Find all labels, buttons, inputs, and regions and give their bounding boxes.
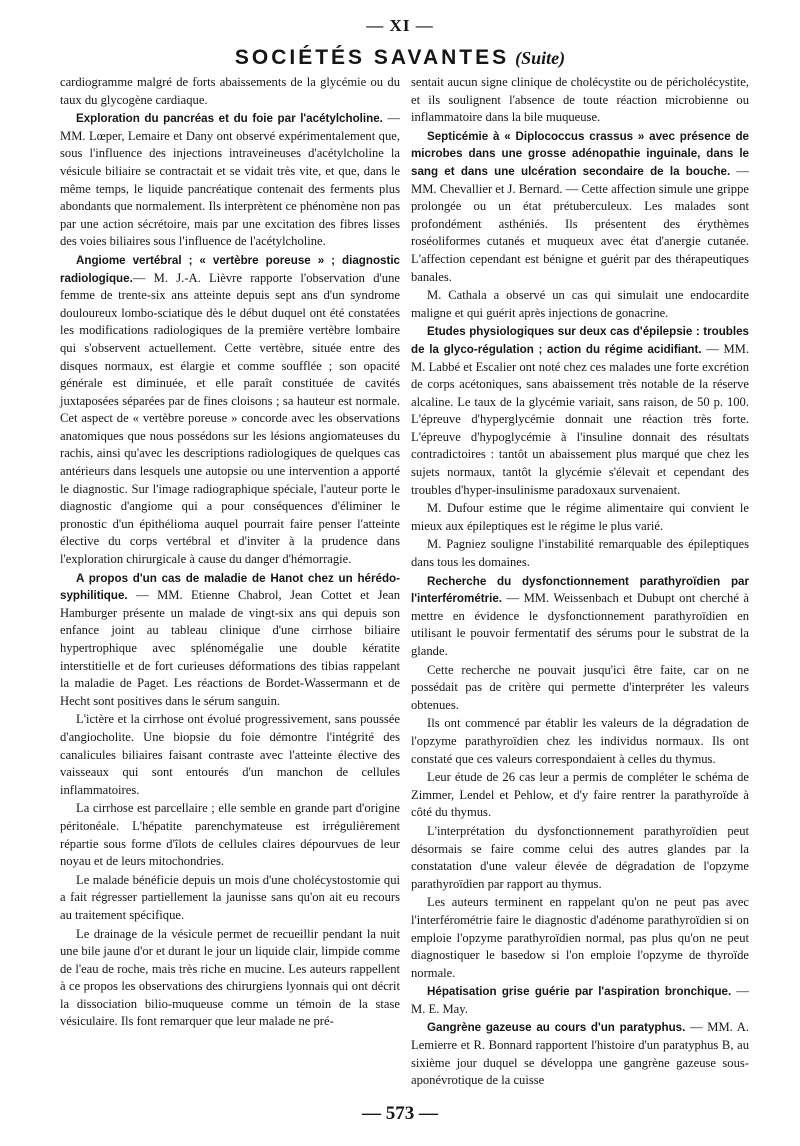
paragraph-text: Le drainage de la vésicule permet de recueillir pendant la nuit une bile jaune d'or et durant le jour un liquide clair, limpide comme de l'eau de roche, mais très riche en mucine. Les auteurs rappellent à ce propos les observations des chirurgiens lyonnais qui ont décrit la dissociation bilio-muqueuse comme un témoin de la stase vésiculaire. Ils font remarquer que leur malade ne pré- bbox=[60, 926, 400, 1029]
section-heading: Gangrène gazeuse au cours d'un paratyphus. bbox=[427, 1021, 686, 1035]
paragraph-text: Les auteurs terminent en rappelant qu'on ne peut pas avec l'interférométrie faire le diagnostic d'adénome parathyroïdien si on emploie l'opzyme parathyroïdien normal, pas plus qu'on ne peut diagnostiquer le basedow si l'on emploie l'opzyme de thyroïde normale. bbox=[411, 895, 749, 980]
paragraph-text: — M. E. May. bbox=[411, 984, 749, 1016]
paragraph-text: — MM. Chevallier et J. Bernard. — Cette affection simule une grippe prolongée ou un état prétuberculeux. Les malades sont profondément asthéniés. Ils présentent des érythèmes roséoliformes cutanés et muqueux avec état d'anergie cutanée. L'affection cependant est bénigne et guérit par des thérapeutiques banales. bbox=[411, 163, 749, 284]
paragraph-text: M. Cathala a observé un cas qui simulait une endocardite maligne et qui guérit après injections de gonacrine. bbox=[411, 288, 749, 320]
header-suite: (Suite) bbox=[515, 48, 566, 68]
section-heading: Hépatisation grise guérie par l'aspiration bronchique. bbox=[427, 985, 732, 999]
paragraph bbox=[411, 573, 749, 661]
paragraph bbox=[60, 872, 400, 925]
running-header bbox=[0, 46, 800, 70]
paragraph-text: L'ictère et la cirrhose ont évolué progressivement, sans poussée d'angiocholite. Une biopsie du foie démontre l'intégrité des canalicules biliaires faisant contraste avec l'atteinte élective des vaisseaux qui sont entourés d'un manchon de cellules inflammatoires. bbox=[60, 712, 400, 797]
paragraph-text: L'interprétation du dysfonctionnement parathyroïdien peut désormais se faire comme celui des autres glandes par la constatation d'une valeur élevée de dégradation de l'opzyme parathyroïdien par rapport au thymus. bbox=[411, 823, 749, 891]
page-roman-numeral: — XI — bbox=[366, 16, 434, 35]
section-heading: Recherche du dysfonctionnement parathyroïdien par l'interférométrie. bbox=[411, 574, 749, 606]
paragraph bbox=[60, 74, 400, 109]
paragraph bbox=[411, 894, 749, 982]
paragraph bbox=[411, 983, 749, 1018]
paragraph-text: — MM. Weissenbach et Dubupt ont cherché à mettre en évidence le dysfonctionnement parathyroïdien en utilisant le pouvoir fermentatif des sérums pour le substrat de la glande. bbox=[411, 591, 749, 658]
paragraph bbox=[411, 287, 749, 322]
section-heading: Etudes physiologiques sur deux cas d'épilepsie : troubles de la glyco-régulation ; action du régime acidifiant. bbox=[411, 325, 749, 356]
paragraph-text: Le malade bénéficie depuis un mois d'une cholécystostomie qui a fait régresser partiellement la jaunisse sans qu'on ait eu recours au traitement spécifique. bbox=[60, 872, 400, 922]
paragraph bbox=[60, 800, 400, 870]
paragraph bbox=[60, 110, 400, 251]
paragraph-text: — MM. M. Labbé et Escalier ont noté chez ces malades une forte excrétion de corps acétoniques, sans abaissement très notable de la réserve alcaline. Le taux de la glycémie variait, sans raison, de 50 p. 100. L'épreuve d'hyperglycémie donnait une réaction très forte. L'épreuve d'hypoglycémie à l'insuline donnait des résultats contradictoires : tantôt un abaissement plus marqué que chez les sujets normaux, tantôt la glycémie s'élevait et cependant des troubles d'hyper-insulinisme paradoxaux survenaient. bbox=[411, 341, 749, 497]
paragraph bbox=[411, 500, 749, 535]
section-heading: Septicémie à « Diplococcus crassus » avec présence de microbes dans une grosse adénopathie inguinale, dans le sang et dans une ulcération secondaire de la bouche. bbox=[411, 129, 749, 178]
paragraph bbox=[411, 823, 749, 893]
section-heading: A propos d'un cas de maladie de Hanot chez un hérédo-syphilitique. bbox=[60, 571, 400, 603]
paragraph bbox=[411, 323, 749, 499]
paragraph bbox=[411, 536, 749, 571]
paragraph-text: Cette recherche ne pouvait jusqu'ici être faite, car on ne possédait pas de critère qui permette d'interpréter les valeurs obtenues. bbox=[411, 662, 749, 712]
section-heading: Exploration du pancréas et du foie par l'acétylcholine. bbox=[76, 112, 383, 126]
header-title: SOCIÉTÉS SAVANTES bbox=[234, 46, 510, 69]
paragraph-text: — MM. A. Lemierre et R. Bonnard rapportent l'histoire d'un paratyphus B, au sixième jour duquel se développa une gangrène gazeuse sous-aponévrotique de la cuisse bbox=[411, 1020, 749, 1088]
paragraph bbox=[411, 1019, 749, 1089]
paragraph bbox=[411, 769, 749, 822]
paragraph-text: sentait aucun signe clinique de cholécystite ou de péricholécystite, et ils soulignent l'absence de toute réaction microbienne ou inflammatoire dans la bile muqueuse. bbox=[411, 75, 749, 125]
paragraph-text: cardiogramme malgré de forts abaissements de la glycémie ou du taux du glycogène cardiaque. bbox=[60, 75, 400, 107]
paragraph bbox=[411, 715, 749, 768]
paragraph-text: — MM. Lœper, Lemaire et Dany ont observé expérimentalement que, sous l'influence des injections intraveineuses d'acétylcholine la vésicule biliaire se contractait et se vidait très vite, et que, dans le même temps, le liquide pancréatique contenait des ferments plus abondants que normalement. Ils interprètent ce phénomène non pas par une action sécrétoire, mais par une excitation des fibres lisses des voies biliaires sous l'influence de l'acétylcholine. bbox=[60, 111, 400, 249]
paragraph-text: M. Dufour estime que le régime alimentaire qui convient le mieux aux épileptiques est le régime le plus varié. bbox=[411, 501, 749, 533]
paragraph bbox=[60, 926, 400, 1032]
paragraph bbox=[60, 711, 400, 799]
right-column bbox=[411, 74, 749, 1090]
section-heading: Angiome vertébral ; « vertèbre poreuse » ; diagnostic radiologique. bbox=[60, 253, 400, 285]
paragraph-text: La cirrhose est parcellaire ; elle semble en grande part d'origine péritonéale. L'hépatite parenchymateuse est irrégulièrement répartie sous forme d'îlots de cellules claires dépourvues de leur noyau et de leurs mitochondries. bbox=[60, 801, 400, 869]
paragraph-text: — MM. Etienne Chabrol, Jean Cottet et Jean Hamburger présente un malade de vingt-six ans qui depuis son enfance joint au tableau clinique d'une cirrhose biliaire hypertrophique avec splénomégalie une double kératite interstitielle et de fort curieuses déformations des tibias rappelant la maladie de Paget. Les réactions de Bordet-Wassermann et de Hecht sont positives dans le sérum sanguin. bbox=[60, 588, 400, 708]
paragraph bbox=[60, 570, 400, 711]
left-column bbox=[60, 74, 400, 1031]
paragraph bbox=[60, 252, 400, 569]
paragraph bbox=[411, 128, 749, 286]
paragraph-text: — M. J.-A. Lièvre rapporte l'observation d'une femme de trente-six ans atteinte depuis sept ans d'un syndrome douloureux lombo-sciatique dès le début duquel ont été constatées les modifications radiologiques de la première vertèbre lombaire qui s'observent actuellement. Cette vertèbre, située entre des disques normaux, est élargie et comme soufflée ; son opacité générale est diminuée, et elle paraît constituée de cavités juxtaposées séparées par de fines cloisons ; sa hauteur est normale. Cet aspect de « vertèbre poreuse » concorde avec les observations anatomiques que nous possédons sur les lésions angiomateuses du rachis, ainsi qu'avec les descriptions radiologiques de quelques cas antérieurs dans lesquels une autopsie ou une intervention a apporté le diagnostic. Sur l'image radiographique spéciale, l'auteur porte le diagnostic d'angiome qui a pour conséquences d'éliminer le pronostic d'un épithélioma auquel pourrait faire penser l'atteinte élective du corps vertébral et d'inviter à la prudence dans l'exploration chirurgicale à cause du danger d'hémorragie. bbox=[60, 270, 400, 567]
paragraph-text: Leur étude de 26 cas leur a permis de compléter le schéma de Zimmer, Lendel et Pehlow, et d'y faire rentrer la parathyroïde à côté du thymus. bbox=[411, 770, 749, 820]
paragraph-text: M. Pagniez souligne l'instabilité remarquable des épileptiques dans tous les domaines. bbox=[411, 537, 749, 570]
page-number: — 573 — bbox=[362, 1103, 438, 1124]
paragraph bbox=[411, 74, 749, 127]
paragraph-text: Ils ont commencé par établir les valeurs de la dégradation de l'opzyme parathyroïdien chez les individus normaux. Ils ont constaté que ces valeurs correspondaient à celles du thymus. bbox=[411, 716, 749, 766]
paragraph bbox=[411, 662, 749, 715]
